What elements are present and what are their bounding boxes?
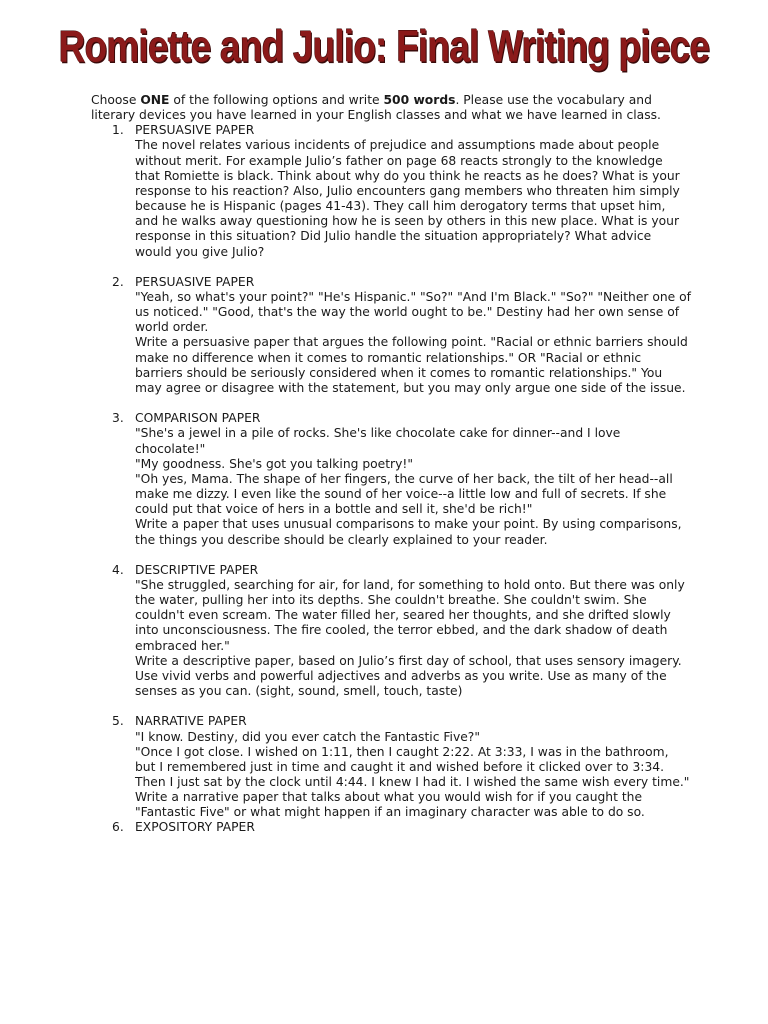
option-quote: "She struggled, searching for air, for land, for something to hold onto. But there was only the water, pulling her into its depths. She couldn't breathe. She couldn't swim. She couldn't even scream. The water filled her, seared her thoughts, and she drifted slowly into unconsciousness. The fire cooled, the terror ebbed, and the dark shadow of death embraced her." [135, 577, 685, 653]
option-quote-line: "Once I got close. I wished on 1:11, then I caught 2:22. At 3:33, I was in the bathroom, but I remembered just in time and caught it and wished before it clicked over to 3:34. Then I just sat by the clock until 4:44. I knew I had it. I wished the same wish every time." [135, 744, 690, 789]
option-number: 1. [112, 123, 124, 138]
option-quote-line: "Oh yes, Mama. The shape of her fingers, the curve of her back, the tilt of her head--all make me dizzy. I even like the sound of her voice--a little low and full of secrets. If she could put that voice of hers in a bottle and sell it, she'd be rich!" [135, 471, 673, 517]
intro-text: Choose [91, 93, 141, 107]
option-2 [91, 275, 691, 396]
option-number: 5. [112, 714, 124, 729]
option-number: 6. [112, 820, 124, 835]
option-label: DESCRIPTIVE PAPER [135, 562, 259, 577]
option-1 [91, 123, 691, 259]
document-body [91, 93, 691, 836]
option-4 [91, 563, 691, 699]
intro-emphasis-words: 500 words [383, 93, 456, 107]
option-label: EXPOSITORY PAPER [135, 820, 255, 835]
option-3 [91, 411, 691, 547]
option-prompt: Write a narrative paper that talks about what you would wish for if you caught the "Fantastic Five" or what might happen if an imaginary character was able to do so. [135, 790, 645, 820]
option-label: NARRATIVE PAPER [135, 714, 247, 729]
option-quote-line: "I know. Destiny, did you ever catch the Fantastic Five?" [135, 729, 480, 744]
option-label: COMPARISON PAPER [135, 411, 261, 426]
option-5 [91, 714, 691, 820]
intro-text: of the following options and write [169, 93, 384, 107]
page-title: Romiette and Julio: Final Writing piece [58, 22, 710, 72]
option-label: PERSUASIVE PAPER [135, 123, 255, 138]
intro-paragraph [91, 93, 691, 123]
option-number: 4. [112, 562, 124, 577]
intro-text: . Please use the vocabulary and literary devices you have learned in your English classes and what we have learned in class. [91, 93, 661, 123]
option-quote: "Yeah, so what's your point?" "He's Hispanic." "So?" "And I'm Black." "So?" "Neither one of us noticed." "Good, that's the way the world ought to be." Destiny had her own sense of world order. [135, 290, 692, 335]
option-quote-line: "She's a jewel in a pile of rocks. She's like chocolate cake for dinner--and I love chocolate!" [135, 426, 621, 456]
option-prompt: Write a persuasive paper that argues the following point. "Racial or ethnic barriers should make no difference when it comes to romantic relationships." OR "Racial or ethnic barriers should be seriously considered when it comes to romantic relationships." You may agree or disagree with the statement, but you may only argue one side of the issue. [135, 335, 688, 395]
option-number: 2. [112, 274, 124, 289]
option-paragraph: The novel relates various incidents of prejudice and assumptions made about people without merit. For example Julio’s father on page 68 reacts strongly to the knowledge that Romiette is black. Think about why do you think he reacts as he does? What is your response to his reaction? Also, Julio encounters gang members who threaten him simply because he is Hispanic (pages 41-43). They call him derogatory terms that upset him, and he walks away questioning how he is seen by others in this new place. What is your response in this situation? Did Julio handle the situation appropriately? What advice would you give Julio? [135, 138, 680, 259]
option-prompt: Write a descriptive paper, based on Julio’s first day of school, that uses sensory imagery. Use vivid verbs and powerful adjectives and adverbs as you write. Use as many of the senses as you can. (sight, sound, smell, touch, taste) [135, 653, 682, 699]
option-quote-line: "My goodness. She's got you talking poetry!" [135, 456, 413, 471]
options-list [91, 123, 691, 835]
intro-emphasis-one: ONE [140, 93, 170, 107]
option-number: 3. [112, 411, 124, 426]
option-label: PERSUASIVE PAPER [135, 274, 255, 289]
option-prompt: Write a paper that uses unusual comparisons to make your point. By using comparisons, the things you describe should be clearly explained to your reader. [135, 517, 682, 547]
option-6 [91, 820, 691, 835]
